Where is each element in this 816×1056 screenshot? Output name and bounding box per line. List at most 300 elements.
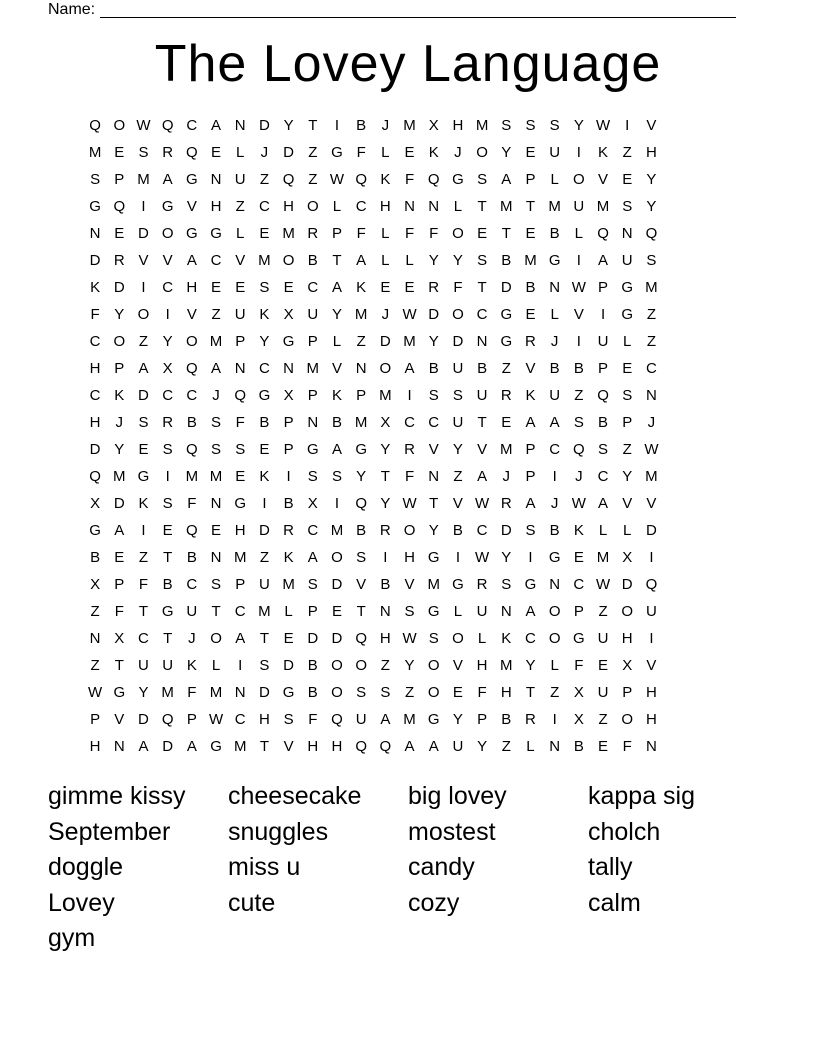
grid-letter[interactable]: O [113,333,126,350]
grid-letter[interactable]: F [356,144,366,161]
grid-letter[interactable]: K [598,144,609,161]
grid-letter[interactable]: O [573,171,585,188]
grid-letter[interactable]: J [260,144,269,161]
grid-letter[interactable]: D [379,333,391,350]
grid-letter[interactable]: S [235,441,246,458]
grid-letter[interactable]: G [427,603,440,620]
grid-letter[interactable]: W [571,279,586,296]
grid-letter[interactable]: C [89,387,101,404]
grid-letter[interactable]: O [452,306,464,323]
grid-letter[interactable]: O [355,657,367,674]
grid-letter[interactable]: G [500,306,513,323]
grid-letter[interactable]: O [427,684,440,701]
grid-letter[interactable]: A [404,738,415,755]
grid-letter[interactable]: O [621,603,634,620]
grid-letter[interactable]: L [236,144,245,161]
grid-letter[interactable]: Q [89,468,101,485]
grid-letter[interactable]: R [307,225,319,242]
grid-letter[interactable]: Q [355,171,367,188]
grid-letter[interactable]: R [404,441,415,458]
grid-letter[interactable]: R [113,252,125,269]
grid-letter[interactable]: X [573,711,584,728]
grid-letter[interactable]: L [550,306,559,323]
grid-letter[interactable]: H [621,630,633,647]
grid-letter[interactable]: W [595,117,611,134]
grid-letter[interactable]: P [525,468,536,485]
grid-letter[interactable]: M [500,657,513,674]
grid-letter[interactable]: Q [597,387,609,404]
grid-letter[interactable]: Z [259,171,269,188]
grid-letter[interactable]: G [137,468,150,485]
grid-letter[interactable]: H [210,198,222,215]
grid-letter[interactable]: X [283,387,294,404]
grid-letter[interactable]: B [307,252,318,269]
grid-letter[interactable]: Y [162,333,173,350]
grid-letter[interactable]: M [427,576,440,593]
grid-letter[interactable]: G [548,549,561,566]
grid-letter[interactable]: G [234,495,247,512]
grid-letter[interactable]: X [162,360,173,377]
grid-letter[interactable]: O [161,225,174,242]
grid-letter[interactable]: Z [308,144,318,161]
grid-letter[interactable]: H [258,711,270,728]
grid-letter[interactable]: I [407,387,412,404]
grid-letter[interactable]: S [598,441,609,458]
grid-letter[interactable]: P [573,603,584,620]
grid-letter[interactable]: Z [598,603,608,620]
grid-letter[interactable]: D [283,144,295,161]
grid-letter[interactable]: H [89,360,101,377]
grid-letter[interactable]: E [114,225,125,242]
grid-letter[interactable]: A [404,360,415,377]
grid-letter[interactable]: K [525,387,536,404]
grid-letter[interactable]: P [235,333,246,350]
grid-letter[interactable]: O [403,522,416,539]
grid-letter[interactable]: Y [573,117,584,134]
grid-letter[interactable]: E [622,171,633,188]
grid-letter[interactable]: K [501,630,512,647]
grid-letter[interactable]: B [331,414,342,431]
grid-letter[interactable]: E [573,549,584,566]
grid-letter[interactable]: N [307,414,319,431]
grid-letter[interactable]: C [573,576,585,593]
grid-letter[interactable]: E [331,603,342,620]
grid-letter[interactable]: F [404,171,415,188]
grid-letter[interactable]: U [597,333,609,350]
grid-letter[interactable]: P [356,387,367,404]
grid-letter[interactable]: D [331,576,343,593]
grid-letter[interactable]: D [258,522,270,539]
grid-letter[interactable]: J [454,144,462,161]
grid-letter[interactable]: V [331,360,342,377]
grid-letter[interactable]: O [452,630,464,647]
grid-letter[interactable]: I [528,549,533,566]
grid-letter[interactable]: K [90,279,101,296]
grid-letter[interactable]: U [573,198,585,215]
grid-letter[interactable]: C [234,603,246,620]
grid-letter[interactable]: V [186,306,197,323]
grid-letter[interactable]: E [598,738,609,755]
grid-letter[interactable]: T [114,657,124,674]
grid-letter[interactable]: C [428,414,440,431]
grid-letter[interactable]: R [476,576,488,593]
grid-letter[interactable]: H [645,684,657,701]
grid-letter[interactable]: G [282,333,295,350]
grid-letter[interactable]: C [525,630,536,647]
grid-letter[interactable]: S [380,684,391,701]
grid-letter[interactable]: A [186,252,197,269]
grid-letter[interactable]: C [186,387,198,404]
grid-letter[interactable]: A [307,549,318,566]
grid-letter[interactable]: D [138,711,149,728]
grid-letter[interactable]: L [211,657,221,674]
grid-letter[interactable]: U [452,414,464,431]
grid-letter[interactable]: K [186,657,197,674]
grid-letter[interactable]: G [621,306,634,323]
grid-letter[interactable]: M [524,252,537,269]
grid-letter[interactable]: O [379,360,392,377]
grid-letter[interactable]: A [477,468,488,485]
grid-letter[interactable]: K [380,171,391,188]
grid-letter[interactable]: Z [259,549,269,566]
grid-letter[interactable]: T [356,603,366,620]
grid-letter[interactable]: U [234,306,246,323]
grid-letter[interactable]: B [356,117,367,134]
grid-letter[interactable]: Y [646,171,657,188]
grid-letter[interactable]: G [210,738,222,755]
grid-letter[interactable]: G [210,225,222,242]
grid-letter[interactable]: V [573,306,584,323]
grid-letter[interactable]: D [138,387,149,404]
grid-letter[interactable]: T [501,225,511,242]
grid-letter[interactable]: V [477,441,488,458]
grid-letter[interactable]: M [233,738,247,755]
grid-letter[interactable]: U [476,603,488,620]
grid-letter[interactable]: O [282,252,295,269]
grid-letter[interactable]: M [282,225,295,242]
grid-letter[interactable]: X [90,495,101,512]
grid-letter[interactable]: T [138,603,149,620]
grid-letter[interactable]: M [475,117,489,134]
grid-letter[interactable]: Z [235,198,245,215]
grid-letter[interactable]: T [477,414,487,431]
grid-letter[interactable]: Z [646,333,656,350]
grid-letter[interactable]: J [115,414,124,431]
grid-letter[interactable]: Q [161,117,174,134]
grid-letter[interactable]: G [573,630,585,647]
grid-letter[interactable]: C [597,468,609,485]
grid-letter[interactable]: Z [501,738,511,755]
grid-letter[interactable]: S [428,387,439,404]
grid-letter[interactable]: E [598,657,609,674]
grid-letter[interactable]: I [238,657,243,674]
grid-letter[interactable]: H [476,657,488,674]
grid-letter[interactable]: M [137,171,150,188]
grid-letter[interactable]: H [379,198,391,215]
grid-letter[interactable]: Z [90,603,100,620]
grid-letter[interactable]: U [162,657,174,674]
grid-letter[interactable]: Z [574,387,584,404]
grid-letter[interactable]: R [500,387,512,404]
grid-letter[interactable]: F [622,738,632,755]
grid-letter[interactable]: V [114,711,125,728]
grid-letter[interactable]: W [402,630,417,647]
grid-letter[interactable]: P [598,279,609,296]
grid-letter[interactable]: I [334,117,340,134]
grid-letter[interactable]: V [235,252,246,269]
grid-letter[interactable]: A [235,630,246,647]
grid-letter[interactable]: B [501,252,512,269]
grid-letter[interactable]: B [283,495,294,512]
grid-letter[interactable]: Q [597,225,609,242]
grid-letter[interactable]: J [381,306,390,323]
grid-letter[interactable]: A [114,522,125,539]
grid-letter[interactable]: O [476,144,488,161]
grid-letter[interactable]: P [90,711,101,728]
grid-letter[interactable]: A [356,252,367,269]
grid-letter[interactable]: W [329,171,345,188]
grid-letter[interactable]: N [234,117,246,134]
grid-letter[interactable]: F [429,225,439,242]
grid-letter[interactable]: U [307,306,319,323]
grid-letter[interactable]: Q [161,711,174,728]
grid-letter[interactable]: A [428,738,439,755]
grid-letter[interactable]: G [524,576,537,593]
grid-letter[interactable]: I [600,306,606,323]
grid-letter[interactable]: Y [114,306,125,323]
grid-letter[interactable]: S [525,522,536,539]
grid-letter[interactable]: F [477,684,487,701]
grid-letter[interactable]: D [138,225,149,242]
grid-letter[interactable]: R [283,522,295,539]
grid-letter[interactable]: N [549,576,561,593]
grid-letter[interactable]: A [211,360,222,377]
grid-letter[interactable]: F [187,495,197,512]
grid-letter[interactable]: G [427,549,440,566]
grid-letter[interactable]: P [331,225,342,242]
grid-letter[interactable]: I [625,117,630,134]
grid-letter[interactable]: D [645,522,657,539]
grid-letter[interactable]: T [477,198,487,215]
grid-letter[interactable]: O [548,630,561,647]
grid-letter[interactable]: Q [355,738,367,755]
grid-letter[interactable]: P [114,576,125,593]
grid-letter[interactable]: B [428,360,439,377]
grid-letter[interactable]: I [649,549,654,566]
grid-letter[interactable]: Q [186,360,198,377]
grid-letter[interactable]: M [354,306,368,323]
grid-letter[interactable]: S [211,576,222,593]
grid-letter[interactable]: L [526,738,535,755]
grid-letter[interactable]: O [331,657,343,674]
grid-letter[interactable]: K [573,522,584,539]
grid-letter[interactable]: K [331,387,342,404]
grid-letter[interactable]: M [306,360,320,377]
grid-letter[interactable]: A [138,360,149,377]
grid-letter[interactable]: E [162,522,173,539]
grid-letter[interactable]: I [141,522,146,539]
grid-letter[interactable]: L [332,198,342,215]
grid-letter[interactable]: S [259,279,270,296]
grid-letter[interactable]: X [283,306,294,323]
grid-letter[interactable]: Q [186,441,198,458]
grid-letter[interactable]: N [500,603,512,620]
grid-letter[interactable]: A [501,171,512,188]
grid-letter[interactable]: E [501,414,512,431]
grid-letter[interactable]: C [234,711,246,728]
grid-letter[interactable]: Q [379,738,392,755]
grid-letter[interactable]: H [234,522,246,539]
grid-letter[interactable]: S [622,198,633,215]
grid-letter[interactable]: D [89,252,101,269]
grid-letter[interactable]: V [138,252,149,269]
grid-letter[interactable]: P [186,711,197,728]
grid-letter[interactable]: M [161,684,174,701]
grid-letter[interactable]: Z [211,306,221,323]
grid-letter[interactable]: A [211,117,222,134]
grid-letter[interactable]: W [644,441,659,458]
grid-letter[interactable]: Z [622,144,632,161]
grid-letter[interactable]: M [185,468,199,485]
grid-letter[interactable]: J [575,468,583,485]
grid-letter[interactable]: K [428,144,439,161]
grid-letter[interactable]: X [622,549,633,566]
grid-letter[interactable]: Q [355,495,367,512]
grid-letter[interactable]: L [453,198,463,215]
grid-letter[interactable]: R [162,144,174,161]
grid-letter[interactable]: V [452,657,463,674]
grid-letter[interactable]: F [404,468,415,485]
grid-letter[interactable]: S [525,117,536,134]
grid-letter[interactable]: N [476,333,488,350]
grid-letter[interactable]: E [404,144,415,161]
grid-letter[interactable]: Y [380,441,391,458]
grid-letter[interactable]: W [571,495,586,512]
grid-letter[interactable]: Z [622,441,632,458]
grid-letter[interactable]: O [452,225,464,242]
grid-letter[interactable]: S [501,576,512,593]
grid-letter[interactable]: Y [428,252,439,269]
grid-letter[interactable]: N [210,171,222,188]
grid-letter[interactable]: V [283,738,294,755]
grid-letter[interactable]: H [283,198,295,215]
grid-letter[interactable]: T [477,279,487,296]
grid-letter[interactable]: S [646,252,657,269]
grid-letter[interactable]: W [595,576,611,593]
grid-letter[interactable]: P [114,360,125,377]
grid-letter[interactable]: N [234,684,246,701]
grid-letter[interactable]: T [380,468,390,485]
grid-letter[interactable]: F [235,414,245,431]
grid-letter[interactable]: A [598,252,609,269]
grid-letter[interactable]: F [308,711,318,728]
grid-letter[interactable]: O [331,549,343,566]
grid-letter[interactable]: G [452,171,464,188]
grid-letter[interactable]: E [259,225,270,242]
grid-letter[interactable]: D [162,738,174,755]
grid-letter[interactable]: L [623,333,632,350]
grid-letter[interactable]: F [187,684,197,701]
grid-letter[interactable]: R [379,522,391,539]
grid-letter[interactable]: N [283,360,295,377]
grid-letter[interactable]: L [623,522,632,539]
grid-letter[interactable]: M [548,198,561,215]
grid-letter[interactable]: C [476,522,488,539]
grid-letter[interactable]: B [452,522,463,539]
grid-letter[interactable]: U [258,576,270,593]
grid-letter[interactable]: J [550,495,559,512]
grid-letter[interactable]: E [235,279,246,296]
grid-letter[interactable]: U [234,171,246,188]
grid-letter[interactable]: U [549,387,561,404]
grid-letter[interactable]: O [210,630,222,647]
grid-letter[interactable]: I [552,711,557,728]
grid-letter[interactable]: S [549,117,560,134]
grid-letter[interactable]: Y [404,657,415,674]
grid-letter[interactable]: J [647,414,656,431]
grid-letter[interactable]: W [208,711,224,728]
grid-letter[interactable]: B [90,549,101,566]
grid-letter[interactable]: U [549,144,561,161]
grid-letter[interactable]: B [573,738,584,755]
grid-letter[interactable]: I [383,549,388,566]
grid-letter[interactable]: G [331,144,343,161]
grid-letter[interactable]: G [186,171,198,188]
grid-letter[interactable]: Z [138,333,149,350]
grid-letter[interactable]: E [259,441,270,458]
grid-letter[interactable]: N [234,360,246,377]
grid-letter[interactable]: Y [356,468,367,485]
grid-letter[interactable]: Y [501,144,512,161]
grid-letter[interactable]: Q [645,225,658,242]
grid-letter[interactable]: A [525,414,536,431]
grid-letter[interactable]: G [186,225,198,242]
grid-letter[interactable]: E [283,279,294,296]
grid-letter[interactable]: N [379,603,391,620]
grid-letter[interactable]: D [621,576,633,593]
grid-letter[interactable]: M [330,522,344,539]
grid-letter[interactable]: N [113,738,125,755]
grid-letter[interactable]: Z [501,360,511,377]
grid-letter[interactable]: R [525,711,536,728]
grid-letter[interactable]: Q [234,387,247,404]
grid-letter[interactable]: D [258,684,270,701]
grid-letter[interactable]: B [549,225,560,242]
grid-letter[interactable]: I [576,333,581,350]
grid-letter[interactable]: S [162,495,173,512]
grid-letter[interactable]: Y [138,684,149,701]
grid-letter[interactable]: V [356,576,367,593]
grid-letter[interactable]: F [356,225,366,242]
grid-letter[interactable]: C [258,198,270,215]
grid-letter[interactable]: O [137,306,150,323]
grid-letter[interactable]: Y [452,252,463,269]
grid-letter[interactable]: F [453,279,463,296]
grid-letter[interactable]: S [452,387,463,404]
grid-letter[interactable]: O [186,333,198,350]
grid-letter[interactable]: I [334,495,340,512]
grid-letter[interactable]: D [113,495,125,512]
grid-letter[interactable]: N [89,630,101,647]
grid-letter[interactable]: N [89,225,101,242]
grid-letter[interactable]: M [403,333,416,350]
grid-letter[interactable]: A [162,171,173,188]
grid-letter[interactable]: M [379,387,392,404]
grid-letter[interactable]: D [428,306,440,323]
grid-letter[interactable]: G [452,576,464,593]
grid-letter[interactable]: Q [645,576,658,593]
grid-letter[interactable]: Y [452,441,463,458]
